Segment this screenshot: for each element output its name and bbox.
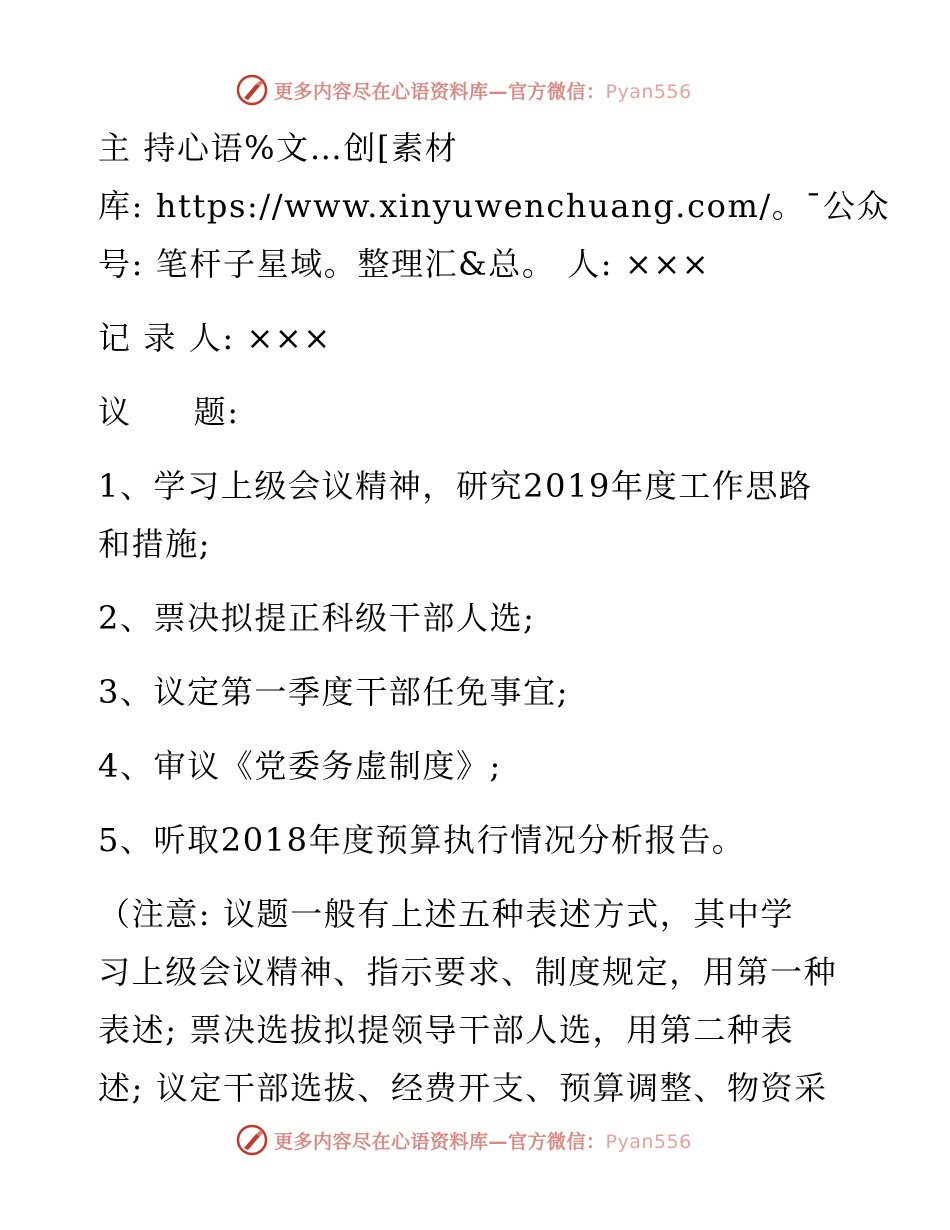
watermark-text: 更多内容尽在心语资料库—官方微信：Pyan556 — [274, 1130, 692, 1153]
agenda-item-2: 2、票决拟提正科级干部人选; — [98, 599, 536, 637]
doc-line-host: 主 持心语%文…创[素材 — [98, 129, 459, 167]
note-line-4: 述; 议定干部选拔、经费开支、预算调整、物资采 — [98, 1069, 828, 1107]
agenda-item-1: 1、学习上级会议精神，研究2019年度工作思路 — [98, 467, 813, 505]
watermark-text: 更多内容尽在心语资料库—官方微信：Pyan556 — [274, 80, 692, 103]
topics-heading-label-2: 题: — [193, 393, 240, 431]
wechat-handle: Pyan556 — [605, 1130, 692, 1153]
agenda-item-3: 3、议定第一季度干部任免事宜; — [98, 673, 570, 711]
doc-line-source: 库: https://www.xinyuwenchuang.com/。¯公众 — [98, 187, 891, 225]
wechat-handle: Pyan556 — [605, 80, 692, 103]
watermark-banner-bottom — [236, 1122, 692, 1158]
agenda-item-1-cont: 和措施; — [98, 525, 212, 563]
watermark-banner-top — [236, 72, 692, 108]
agenda-item-4: 4、审议《党委务虚制度》; — [98, 747, 502, 785]
recorder-line: 记 录 人: ××× — [98, 319, 332, 357]
note-line-3: 表述; 票决选拔拟提领导干部人选，用第二种表 — [98, 1011, 795, 1049]
note-line-1: （注意: 议题一般有上述五种表述方式，其中学 — [98, 895, 795, 933]
agenda-item-5: 5、听取2018年度预算执行情况分析报告。 — [98, 821, 746, 859]
topics-heading-label: 议 — [98, 393, 132, 431]
pen-logo-icon — [236, 74, 268, 106]
pen-logo-icon — [236, 1124, 268, 1156]
note-line-2: 习上级会议精神、指示要求、制度规定，用第一种 — [98, 953, 838, 991]
topics-heading — [98, 392, 240, 432]
doc-line-account: 号: 笔杆子星域。整理汇&总。 人: ××× — [98, 245, 711, 283]
